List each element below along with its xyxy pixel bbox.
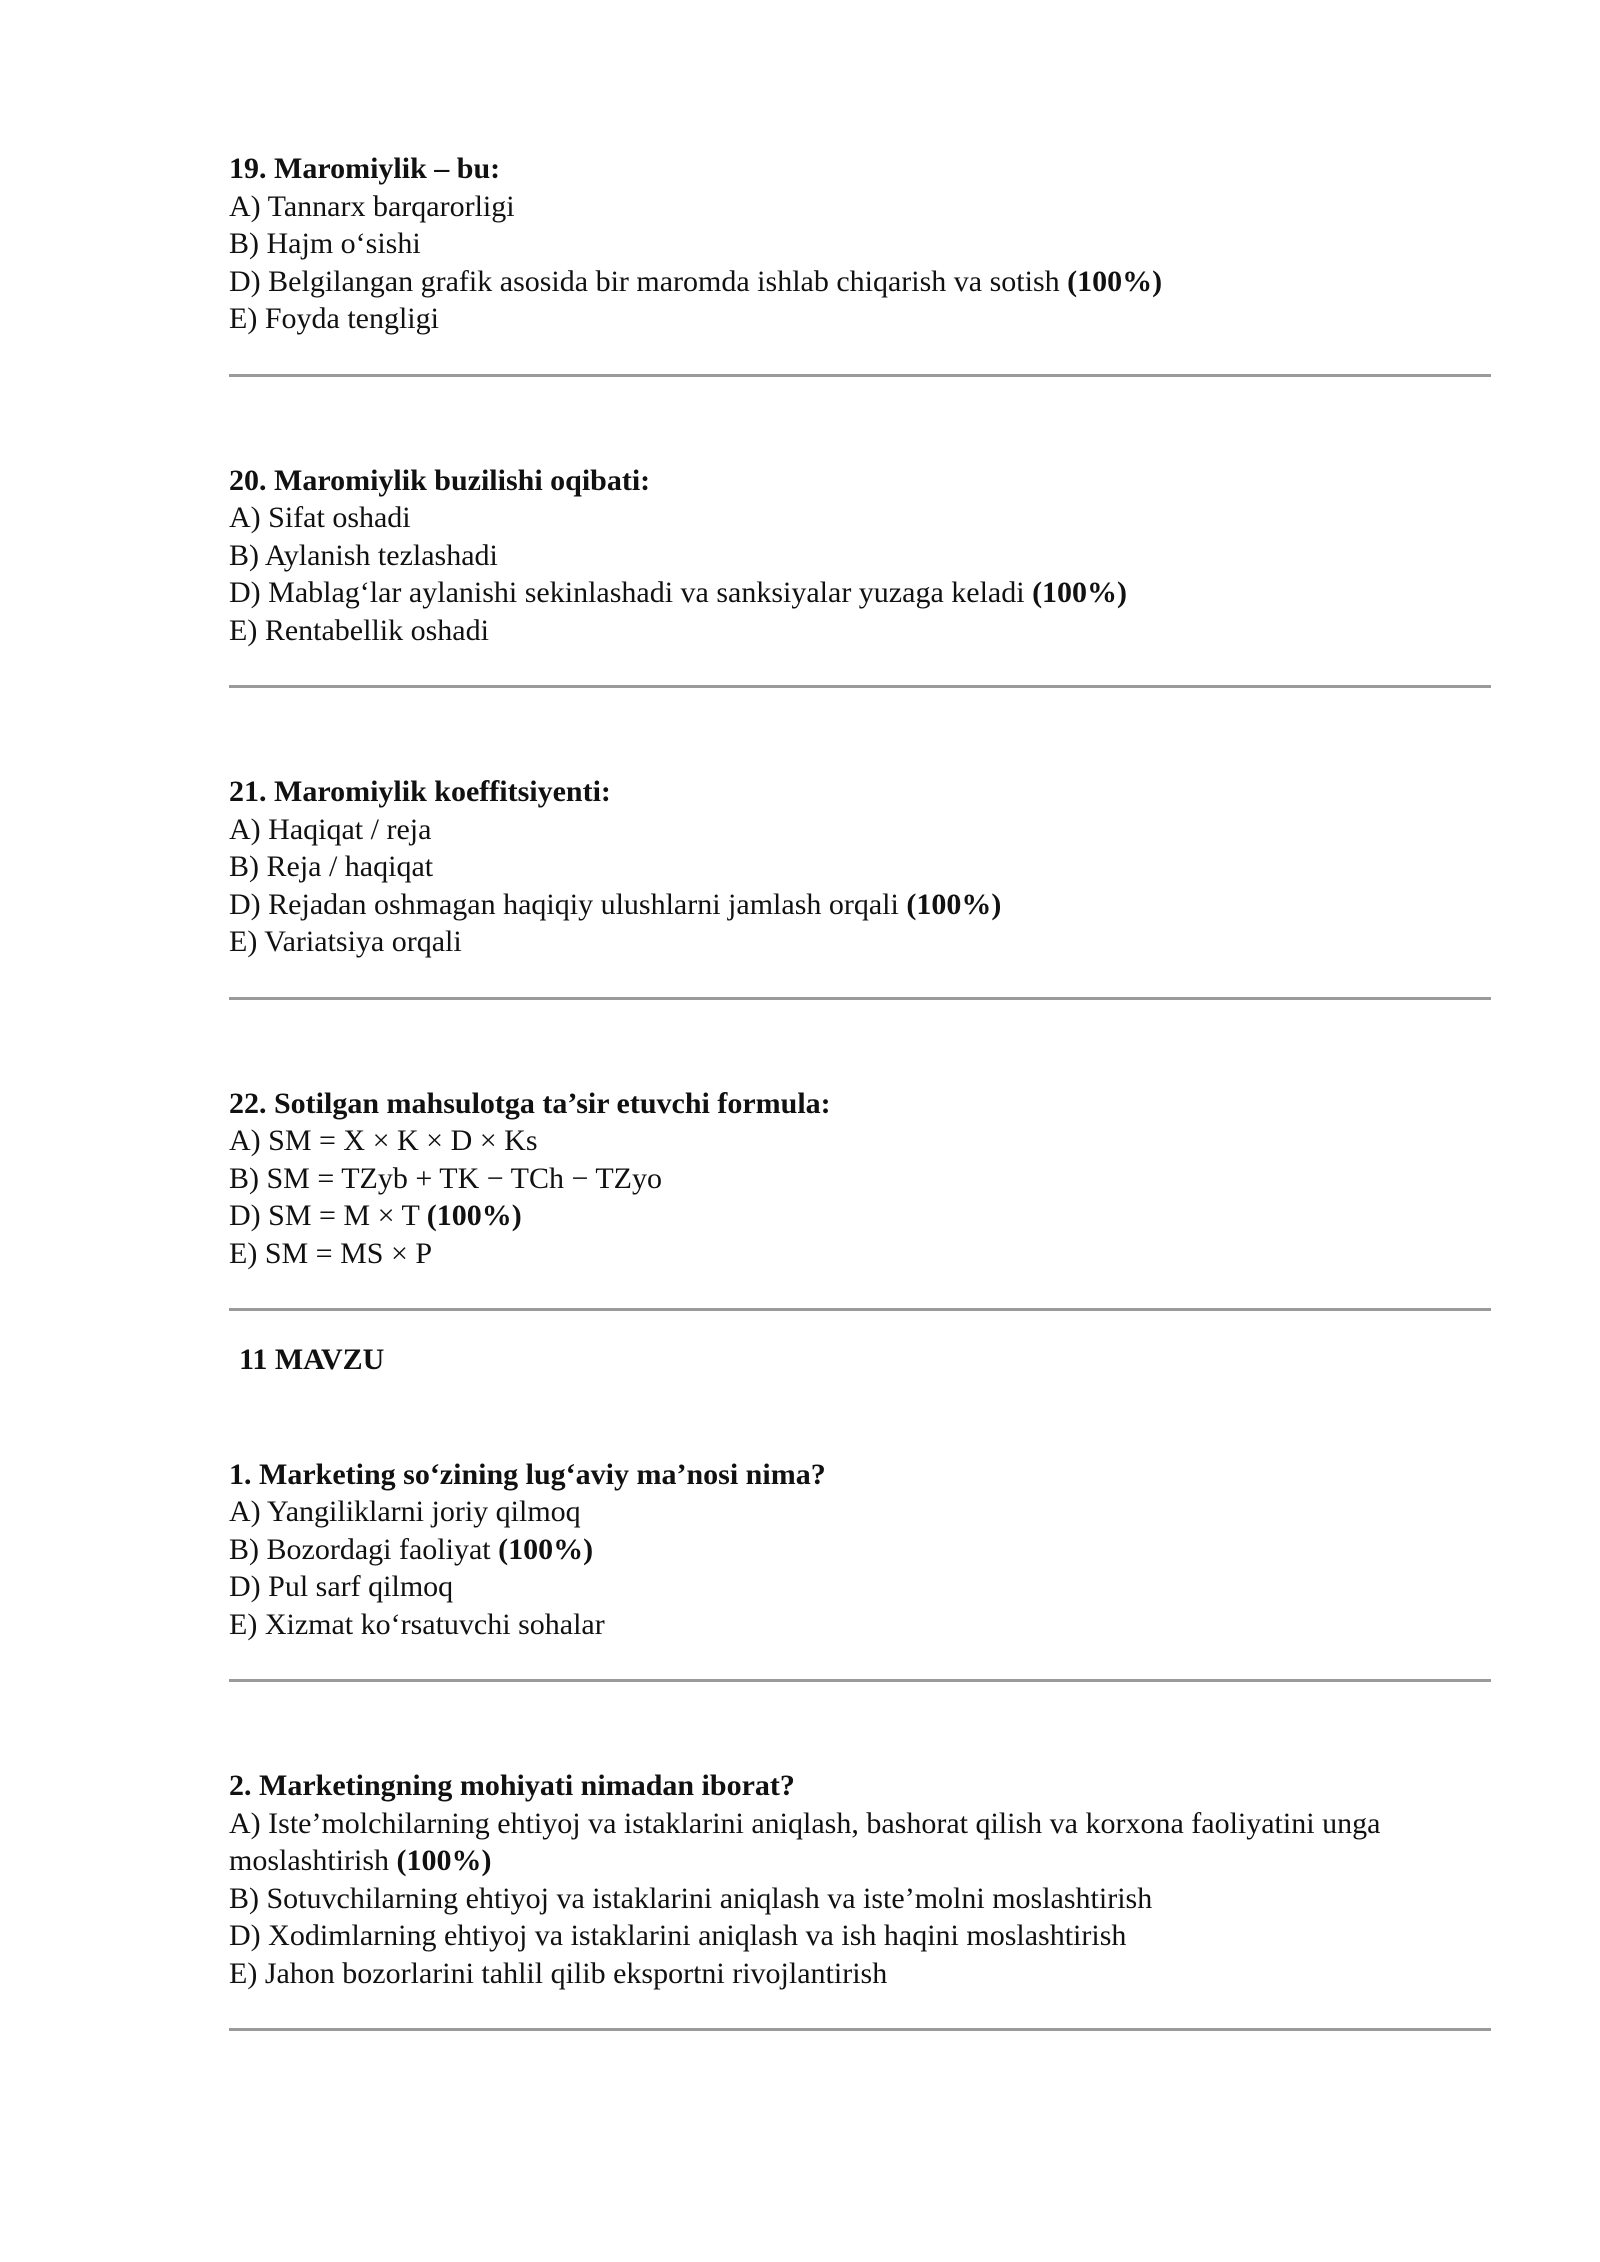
option-b: B) Sotuvchilarning ehtiyoj va istaklarini aniqlash va iste’molni moslashtirish xyxy=(229,1881,1153,1915)
option-e: E) Variatsiya orqali xyxy=(229,925,462,958)
option-d: D) Rejadan oshmagan haqiqiy ulushlarni jamlash orqali (100%) xyxy=(229,887,1002,921)
correct-mark: (100%) xyxy=(906,887,1002,921)
option-d: D) Mablag‘lar aylanishi sekinlashadi va sanksiyalar yuzaga keladi (100%) xyxy=(229,576,1128,609)
question-title: 22. Sotilgan mahsulotga ta’sir etuvchi formula: xyxy=(229,1086,831,1120)
option-d: D) Belgilangan grafik asosida bir maromda ishlab chiqarish va sotish (100%) xyxy=(229,264,1163,298)
correct-mark: (100%) xyxy=(396,1844,492,1877)
correct-mark: (100%) xyxy=(1067,264,1163,298)
question-title: 2. Marketingning mohiyati nimadan iborat? xyxy=(229,1769,795,1802)
option-d: D) Pul sarf qilmoq xyxy=(229,1570,454,1603)
question-title: 20. Maromiylik buzilishi oqibati: xyxy=(229,463,651,497)
option-d: D) SM = M × T (100%) xyxy=(229,1199,522,1232)
option-a: A) SM = X × K × D × Ks xyxy=(229,1124,538,1157)
option-b: B) Aylanish tezlashadi xyxy=(229,538,498,572)
option-b: B) SM = TZyb + TK − TCh − TZyo xyxy=(229,1161,662,1195)
question-20 xyxy=(229,462,1491,689)
question-21 xyxy=(229,773,1491,1000)
question-title: 1. Marketing so‘zining lug‘aviy ma’nosi nima? xyxy=(229,1457,826,1491)
question-22 xyxy=(229,1085,1491,1312)
option-b: B) Hajm o‘sishi xyxy=(229,227,421,260)
option-e: E) Xizmat ko‘rsatuvchi sohalar xyxy=(229,1607,605,1641)
question-title: 21. Maromiylik koeffitsiyenti: xyxy=(229,775,611,808)
question-title: 19. Maromiylik – bu: xyxy=(229,152,501,185)
option-b: B) Reja / haqiqat xyxy=(229,850,434,883)
option-e: E) Jahon bozorlarini tahlil qilib eksportni rivojlantirish xyxy=(229,1956,888,1990)
divider xyxy=(229,2028,1491,2031)
option-e: E) SM = MS × P xyxy=(229,1236,433,1270)
option-a: A) Haqiqat / reja xyxy=(229,812,432,846)
option-a: A) Tannarx barqarorligi xyxy=(229,189,515,223)
question-1 xyxy=(229,1456,1491,1683)
document-page xyxy=(229,150,1491,2031)
section-title: 11 MAVZU xyxy=(239,1343,385,1376)
option-a: A) Sifat oshadi xyxy=(229,501,411,534)
option-d: D) Xodimlarning ehtiyoj va istaklarini aniqlash va ish haqini moslashtirish xyxy=(229,1919,1127,1952)
option-e: E) Foyda tengligi xyxy=(229,302,439,335)
correct-mark: (100%) xyxy=(1032,576,1128,609)
correct-mark: (100%) xyxy=(426,1199,522,1232)
option-b: B) Bozordagi faoliyat (100%) xyxy=(229,1532,594,1566)
question-2 xyxy=(229,1767,1491,2031)
option-a: A) Iste’molchilarning ehtiyoj va istaklarini aniqlash, bashorat qilish va korxona faoliyatini unga moslashtirish (100%) xyxy=(229,1806,1381,1877)
option-e: E) Rentabellik oshadi xyxy=(229,613,489,647)
question-19 xyxy=(229,150,1491,377)
correct-mark: (100%) xyxy=(498,1532,594,1566)
option-a: A) Yangiliklarni joriy qilmoq xyxy=(229,1495,581,1528)
